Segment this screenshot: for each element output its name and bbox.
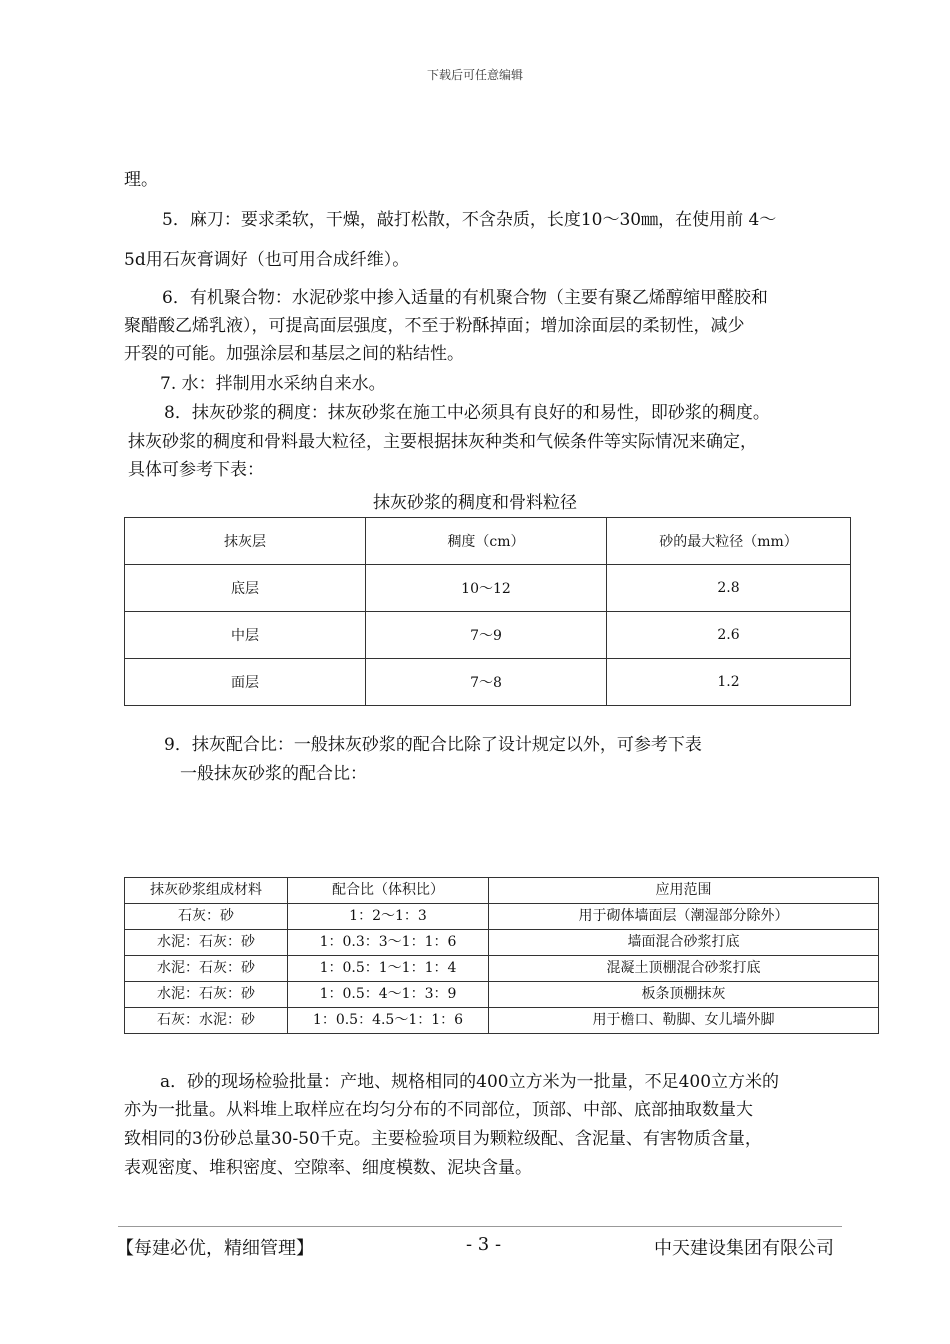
table-header-cell: 配合比（体积比）	[288, 878, 489, 904]
table-cell: 1：0.5：1～1：1：4	[288, 956, 489, 982]
table-cell: 混凝土顶棚混合砂浆打底	[489, 956, 879, 982]
table-header-cell: 砂的最大粒径（mm）	[607, 518, 851, 565]
table-row	[125, 659, 851, 706]
paragraph-8-line2: 抹灰砂浆的稠度和骨料最大粒径，主要根据抹灰种类和气候条件等实际情况来确定，	[128, 432, 757, 452]
table-cell: 7～9	[366, 612, 607, 659]
footer-page-number: - 3 -	[466, 1234, 502, 1255]
footer-slogan: 【每建必优，精细管理】	[116, 1238, 314, 1259]
paragraph-8-line1: 8．抹灰砂浆的稠度：抹灰砂浆在施工中必须具有良好的和易性，即砂浆的稠度。	[164, 403, 770, 423]
paragraph-a-line3: 致相同的3份砂总量30-50千克。主要检验项目为颗粒级配、含泥量、有害物质含量，	[124, 1129, 762, 1149]
table-row	[125, 612, 851, 659]
table-cell: 面层	[125, 659, 366, 706]
table-cell: 1：2～1：3	[288, 904, 489, 930]
table-header-cell: 抹灰层	[125, 518, 366, 565]
footer-divider	[118, 1226, 842, 1227]
table-cell: 10～12	[366, 565, 607, 612]
table-header-cell: 应用范围	[489, 878, 879, 904]
table-cell: 墙面混合砂浆打底	[489, 930, 879, 956]
table-header-cell: 稠度（cm）	[366, 518, 607, 565]
paragraph-9-line2: 一般抹灰砂浆的配合比：	[180, 764, 367, 784]
table1-caption: 抹灰砂浆的稠度和骨料粒径	[373, 493, 577, 513]
table-cell: 2.8	[607, 565, 851, 612]
table-row	[125, 956, 879, 982]
table-cell: 板条顶棚抹灰	[489, 982, 879, 1008]
table-cell: 用于砌体墙面层（潮湿部分除外）	[489, 904, 879, 930]
table-row	[125, 1008, 879, 1034]
paragraph-5-line2: 5d用石灰膏调好（也可用合成纤维）。	[124, 250, 410, 270]
paragraph-6-line2: 聚醋酸乙烯乳液），可提高面层强度，不至于粉酥掉面；增加涂面层的柔韧性，减少	[124, 316, 745, 336]
paragraph-5-line1: 5．麻刀：要求柔软，干燥，敲打松散，不含杂质，长度10～30㎜，在使用前 4～	[162, 210, 777, 230]
paragraph-6-line1: 6．有机聚合物：水泥砂浆中掺入适量的有机聚合物（主要有聚乙烯醇缩甲醛胶和	[162, 288, 768, 308]
paragraph-a-line4: 表观密度、堆积密度、空隙率、细度模数、泥块含量。	[124, 1158, 532, 1178]
table-cell: 1：0.5：4～1：3：9	[288, 982, 489, 1008]
table-header-row	[125, 518, 851, 565]
table-cell: 2.6	[607, 612, 851, 659]
table-cell: 石灰：水泥：砂	[125, 1008, 288, 1034]
table-cell: 用于檐口、勒脚、女儿墙外脚	[489, 1008, 879, 1034]
paragraph-a-line2: 亦为一批量。从料堆上取样应在均匀分布的不同部位，顶部、中部、底部抽取数量大	[124, 1100, 753, 1120]
table-cell: 水泥：石灰：砂	[125, 956, 288, 982]
table-row	[125, 904, 879, 930]
table-cell: 水泥：石灰：砂	[125, 930, 288, 956]
table-cell: 7～8	[366, 659, 607, 706]
table-cell: 1：0.5：4.5～1：1：6	[288, 1008, 489, 1034]
page-header-note: 下载后可任意编辑	[426, 68, 523, 82]
table-cell: 水泥：石灰：砂	[125, 982, 288, 1008]
footer-company: 中天建设集团有限公司	[654, 1238, 834, 1259]
table-cell: 石灰：砂	[125, 904, 288, 930]
consistency-table	[124, 517, 851, 706]
mix-ratio-table	[124, 877, 879, 1034]
table-cell: 1：0.3：3～1：1：6	[288, 930, 489, 956]
paragraph-a-line1: a．砂的现场检验批量：产地、规格相同的400立方米为一批量，不足400立方米的	[160, 1072, 780, 1092]
table-cell: 中层	[125, 612, 366, 659]
table-row	[125, 565, 851, 612]
paragraph-7: 7. 水：拌制用水采纳自来水。	[160, 374, 386, 394]
paragraph-9-line1: 9．抹灰配合比：一般抹灰砂浆的配合比除了设计规定以外，可参考下表	[164, 735, 702, 755]
table-cell: 底层	[125, 565, 366, 612]
table-cell: 1.2	[607, 659, 851, 706]
table-row	[125, 982, 879, 1008]
paragraph-continuation: 理。	[124, 170, 158, 190]
table-header-cell: 抹灰砂浆组成材料	[125, 878, 288, 904]
table-row	[125, 930, 879, 956]
paragraph-6-line3: 开裂的可能。加强涂层和基层之间的粘结性。	[124, 344, 464, 364]
table-header-row	[125, 878, 879, 904]
paragraph-8-line3: 具体可参考下表：	[128, 460, 264, 480]
